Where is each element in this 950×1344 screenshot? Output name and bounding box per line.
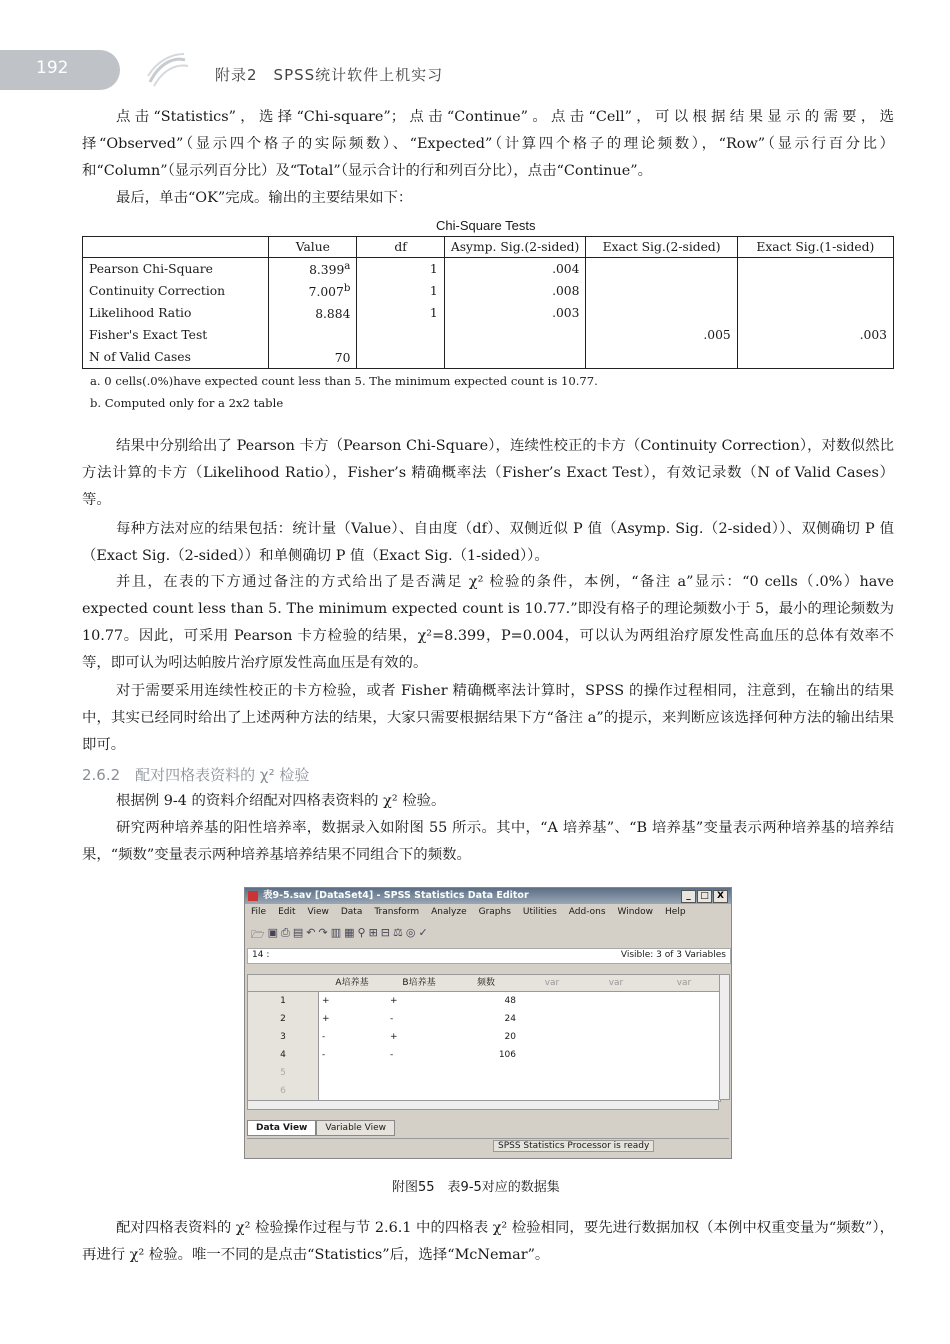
menu-view[interactable]: View bbox=[307, 907, 329, 917]
tab-variable-view[interactable]: Variable View bbox=[316, 1120, 395, 1136]
paragraph-cell-options: 点击“Statistics”，选择“Chi-square”；点击“Continue”。点击“Cell”，可以根据结果显示的需要，选择“Observed”（显示四个格子的实际频数）、“Expected”（计算四个格子的理论频数），“Row”（显示行百分比）和“Column”（显示列百分比）及“Total”（显示合计的行和列百分比），点击“Continue”。 bbox=[82, 109, 894, 179]
column-header: df bbox=[357, 237, 444, 258]
split-file-icon[interactable]: ⊟ bbox=[380, 926, 391, 939]
maximize-button[interactable]: □ bbox=[697, 890, 712, 903]
view-tabs bbox=[247, 1120, 395, 1136]
column-header[interactable]: B培养基 bbox=[386, 975, 453, 992]
row-label: N of Valid Cases bbox=[83, 346, 269, 369]
paragraph-conditions: 并且，在表的下方通过备注的方式给出了是否满足 χ² 检验的条件，本例，“备注 a”显示：“0 cells（.0%）have expected count less than 5. The minimum expected count is 10.77.”即没有格子的理论频数小于 5，最小的理论频数为 10.77。因此，可采用 Pearson 卡方检验的结果，χ²=8.399，P=0.004，可以认为两组治疗原发性高血压的总体有效率不等，即可认为吲达帕胺片治疗原发性高血压是有效的。 bbox=[82, 574, 894, 671]
row-number[interactable]: 5 bbox=[248, 1064, 319, 1083]
weight-cases-icon[interactable]: ⚖ bbox=[393, 926, 403, 939]
value-cell: 70 bbox=[269, 346, 357, 369]
row-number[interactable]: 2 bbox=[248, 1010, 319, 1029]
grid-cell[interactable]: + bbox=[390, 996, 398, 1006]
value-cell bbox=[269, 324, 357, 346]
spell-icon[interactable]: ✓ bbox=[418, 926, 428, 939]
menu-transform[interactable]: Transform bbox=[374, 907, 420, 917]
spss-data-editor-window bbox=[244, 887, 732, 1159]
column-header[interactable]: 频数 bbox=[452, 975, 521, 992]
asymp-cell bbox=[444, 324, 586, 346]
grid-cell[interactable]: 106 bbox=[498, 1050, 516, 1060]
minimize-button[interactable]: _ bbox=[681, 890, 696, 903]
close-button[interactable]: X bbox=[713, 890, 728, 903]
status-bar bbox=[247, 1138, 729, 1153]
horizontal-scrollbar[interactable] bbox=[247, 1100, 719, 1110]
chi-square-table bbox=[82, 236, 894, 369]
value-labels-icon[interactable]: ◎ bbox=[405, 926, 416, 939]
window-title: 表9-5.sav [DataSet4] - SPSS Statistics Data Editor bbox=[263, 890, 529, 901]
redo-icon[interactable]: ↷ bbox=[318, 926, 328, 939]
undo-icon[interactable]: ↶ bbox=[306, 926, 316, 939]
decorative-swirl-icon bbox=[140, 52, 190, 88]
menu-window[interactable]: Window bbox=[617, 907, 654, 917]
menu-file[interactable]: File bbox=[251, 907, 267, 917]
column-header: Asymp. Sig.(2-sided) bbox=[444, 237, 586, 258]
corner-cell bbox=[248, 975, 319, 992]
df-cell bbox=[357, 324, 444, 346]
df-cell bbox=[357, 346, 444, 369]
visible-variables: Visible: 3 of 3 Variables bbox=[620, 950, 726, 960]
running-head: 附录2 SPSS统计软件上机实习 bbox=[215, 66, 444, 84]
menu-graphs[interactable]: Graphs bbox=[478, 907, 511, 917]
df-cell: 1 bbox=[357, 302, 444, 324]
row-number[interactable]: 3 bbox=[248, 1028, 319, 1047]
data-grid[interactable] bbox=[247, 974, 721, 1102]
grid-cell[interactable]: - bbox=[390, 1050, 394, 1060]
exact2-cell bbox=[586, 302, 737, 324]
exact2-cell: .005 bbox=[586, 324, 737, 346]
grid-cell[interactable]: + bbox=[390, 1032, 398, 1042]
status-text: SPSS Statistics Processor is ready bbox=[493, 1140, 654, 1152]
vertical-scrollbar[interactable] bbox=[719, 974, 730, 1100]
exact1-cell bbox=[737, 302, 893, 324]
column-header[interactable]: var bbox=[520, 975, 585, 992]
goto-case-icon[interactable]: ▥ bbox=[330, 926, 342, 939]
grid-cell[interactable]: 48 bbox=[504, 996, 516, 1006]
variables-icon[interactable]: ▦ bbox=[344, 926, 355, 939]
paragraph-correction: 对于需要采用连续性校正的卡方检验，或者 Fisher 精确概率法计算时，SPSS 的操作过程相同，注意到，在输出的结果中，其实已经同时给出了上述两种方法的结果，大家只需要根据结果下方“备注 a”的提示，来判断应该选择何种方法的输出结果即可。 bbox=[82, 683, 894, 753]
row-label: Continuity Correction bbox=[83, 280, 269, 302]
save-icon[interactable]: ▣ bbox=[267, 926, 279, 939]
menu-analyze[interactable]: Analyze bbox=[431, 907, 467, 917]
column-header bbox=[83, 237, 269, 258]
column-header: Value bbox=[269, 237, 357, 258]
df-cell: 1 bbox=[357, 280, 444, 302]
grid-cell[interactable]: - bbox=[322, 1050, 326, 1060]
grid-cell[interactable]: + bbox=[322, 1014, 330, 1024]
grid-cell[interactable]: - bbox=[390, 1014, 394, 1024]
paragraph-components: 每种方法对应的结果包括：统计量（Value）、自由度（df）、双侧近似 P 值（Asymp. Sig.（2-sided））、双侧确切 P 值（Exact Sig.（2-sided））和单侧确切 P 值（Exact Sig.（1-sided））。 bbox=[82, 521, 894, 564]
paragraph-results: 结果中分别给出了 Pearson 卡方（Pearson Chi-Square），连续性校正的卡方（Continuity Correction），对数似然比方法计算的卡方（Likelihood Ratio），Fisher’s 精确概率法（Fisher’s Exact Test），有效记录数（N of Valid Cases）等。 bbox=[82, 438, 894, 508]
exact1-cell: .003 bbox=[737, 324, 893, 346]
paragraph-media: 研究两种培养基的阳性培养率，数据录入如附图 55 所示。其中，“A 培养基”、“B 培养基”变量表示两种培养基的培养结果，“频数”变量表示两种培养基培养结果不同组合下的频数。 bbox=[82, 820, 894, 863]
cell-reference-bar[interactable] bbox=[247, 948, 731, 964]
asymp-cell: .008 bbox=[444, 280, 586, 302]
grid-cell[interactable]: 24 bbox=[504, 1014, 516, 1024]
column-header: Exact Sig.(1-sided) bbox=[737, 237, 893, 258]
table-row bbox=[83, 302, 894, 324]
paragraph-ok: 最后，单击“OK”完成。输出的主要结果如下： bbox=[116, 190, 413, 206]
app-icon bbox=[248, 891, 258, 901]
menu-addons[interactable]: Add-ons bbox=[568, 907, 606, 917]
value-cell: 8.399$^a$ bbox=[269, 258, 357, 281]
menu-data[interactable]: Data bbox=[340, 907, 363, 917]
value-cell: 7.007$^b$ bbox=[269, 280, 357, 302]
figure-caption: 附图55 表9-5对应的数据集 bbox=[392, 1180, 560, 1195]
exact2-cell bbox=[586, 280, 737, 302]
value-cell: 8.884 bbox=[269, 302, 357, 324]
exact2-cell bbox=[586, 346, 737, 369]
row-label: Fisher's Exact Test bbox=[83, 324, 269, 346]
row-number[interactable]: 1 bbox=[248, 992, 319, 1011]
window-titlebar[interactable] bbox=[245, 888, 731, 904]
column-header: Exact Sig.(2-sided) bbox=[586, 237, 737, 258]
table-row bbox=[83, 346, 894, 369]
table-row bbox=[83, 324, 894, 346]
column-header[interactable]: var bbox=[648, 975, 721, 992]
table-title: Chi-Square Tests bbox=[436, 218, 536, 233]
grid-cell[interactable]: - bbox=[322, 1032, 326, 1042]
insert-cases-icon[interactable]: ⊞ bbox=[368, 926, 378, 939]
table-note-a: a. 0 cells(.0%)have expected count less than 5. The minimum expected count is 10.77. bbox=[90, 374, 598, 388]
grid-cell[interactable]: 20 bbox=[504, 1032, 516, 1042]
df-cell: 1 bbox=[357, 258, 444, 281]
open-icon[interactable]: 🗁 bbox=[251, 928, 265, 941]
row-label: Pearson Chi-Square bbox=[83, 258, 269, 281]
table-note-b: b. Computed only for a 2x2 table bbox=[90, 396, 284, 410]
exact2-cell bbox=[586, 258, 737, 281]
exact1-cell bbox=[737, 258, 893, 281]
toolbar bbox=[251, 926, 428, 945]
tab-data-view[interactable]: Data View bbox=[247, 1120, 316, 1136]
menu-bar bbox=[251, 907, 686, 917]
column-header[interactable]: var bbox=[584, 975, 649, 992]
menu-utilities[interactable]: Utilities bbox=[522, 907, 557, 917]
row-label: Likelihood Ratio bbox=[83, 302, 269, 324]
row-number[interactable]: 6 bbox=[248, 1082, 319, 1101]
dialog-recall-icon[interactable]: ▤ bbox=[292, 926, 304, 939]
find-icon[interactable]: ⚲ bbox=[357, 926, 366, 939]
cell-ref-label: 14 : bbox=[252, 950, 270, 960]
menu-help[interactable]: Help bbox=[665, 907, 686, 917]
grid-cell[interactable]: + bbox=[322, 996, 330, 1006]
asymp-cell bbox=[444, 346, 586, 369]
paragraph-example: 根据例 9-4 的资料介绍配对四格表资料的 χ² 检验。 bbox=[116, 793, 446, 809]
exact1-cell bbox=[737, 280, 893, 302]
table-row bbox=[83, 258, 894, 281]
table-row bbox=[83, 280, 894, 302]
print-icon[interactable]: ⎙ bbox=[281, 926, 290, 939]
exact1-cell bbox=[737, 346, 893, 369]
column-header[interactable]: A培养基 bbox=[318, 975, 387, 992]
asymp-cell: .003 bbox=[444, 302, 586, 324]
paragraph-mcnemar: 配对四格表资料的 χ² 检验操作过程与节 2.6.1 中的四格表 χ² 检验相同，要先进行数据加权（本例中权重变量为“频数”），再进行 χ² 检验。唯一不同的是点击“Statistics”后，选择“McNemar”。 bbox=[82, 1220, 894, 1263]
row-number[interactable]: 4 bbox=[248, 1046, 319, 1065]
menu-edit[interactable]: Edit bbox=[278, 907, 296, 917]
page-number: 192 bbox=[36, 58, 69, 78]
section-heading: 2.6.2 配对四格表资料的 χ² 检验 bbox=[82, 766, 310, 784]
asymp-cell: .004 bbox=[444, 258, 586, 281]
